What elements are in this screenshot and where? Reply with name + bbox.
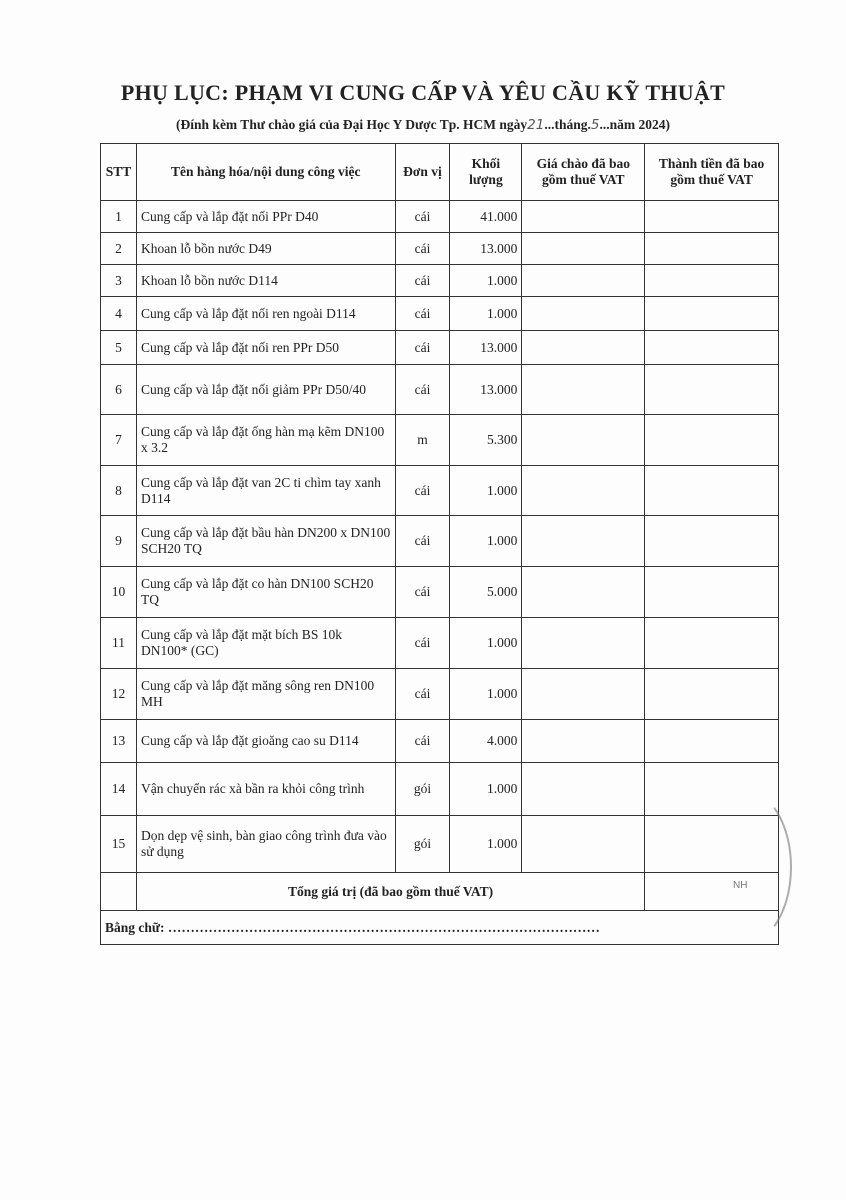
table-row [101, 415, 779, 466]
cell-name: Cung cấp và lắp đặt nối ren PPr D50 [136, 331, 395, 365]
cell-stt: 10 [101, 567, 137, 618]
cell-name: Cung cấp và lắp đặt gioăng cao su D114 [136, 720, 395, 763]
cell-stt: 6 [101, 365, 137, 415]
table-row [101, 720, 779, 763]
document-subtitle [0, 117, 846, 133]
table-row [101, 567, 779, 618]
cell-empty [522, 265, 645, 297]
cell-unit: cái [395, 365, 450, 415]
cell-empty [522, 233, 645, 265]
cell-empty [645, 720, 779, 763]
cell-empty [645, 297, 779, 331]
cell-empty [645, 466, 779, 516]
stamp-text: NH [733, 880, 748, 891]
cell-stt: 8 [101, 466, 137, 516]
cell-qty: 1.000 [450, 763, 522, 816]
cell-name: Cung cấp và lắp đặt co hàn DN100 SCH20 TQ [136, 567, 395, 618]
cell-unit: cái [395, 265, 450, 297]
cell-stt: 13 [101, 720, 137, 763]
table-row [101, 331, 779, 365]
table-row [101, 763, 779, 816]
cell-unit: cái [395, 233, 450, 265]
cell-qty: 13.000 [450, 233, 522, 265]
cell-empty [522, 365, 645, 415]
handwritten-month: 5 [590, 117, 600, 133]
cell-name: Dọn dẹp vệ sinh, bàn giao công trình đưa vào sử dụng [136, 816, 395, 873]
column-header: Tên hàng hóa/nội dung công việc [136, 144, 395, 201]
cell-stt: 9 [101, 516, 137, 567]
cell-unit: gói [395, 816, 450, 873]
table-row [101, 201, 779, 233]
cell-stt: 12 [101, 669, 137, 720]
cell-stt: 11 [101, 618, 137, 669]
cell-empty [645, 618, 779, 669]
amount-in-words: Bằng chữ: …………………………………………………………………………………… [101, 911, 779, 945]
table-row [101, 265, 779, 297]
subtitle-year: ...năm 2024) [599, 117, 670, 132]
table-row [101, 669, 779, 720]
cell-empty [522, 466, 645, 516]
cell-empty [645, 365, 779, 415]
words-row [101, 911, 779, 945]
handwritten-day: 21 [527, 117, 545, 133]
cell-empty [522, 201, 645, 233]
items-table [100, 143, 779, 945]
cell-empty [522, 567, 645, 618]
table-row [101, 466, 779, 516]
cell-name: Cung cấp và lắp đặt van 2C ti chìm tay xanh D114 [136, 466, 395, 516]
cell-qty: 4.000 [450, 720, 522, 763]
cell-qty: 1.000 [450, 816, 522, 873]
cell-empty [522, 720, 645, 763]
cell-unit: gói [395, 763, 450, 816]
cell-empty [645, 331, 779, 365]
cell-empty [645, 201, 779, 233]
cell-qty: 1.000 [450, 466, 522, 516]
cell-qty: 1.000 [450, 669, 522, 720]
table-row [101, 297, 779, 331]
table-row [101, 816, 779, 873]
stamp-seal [700, 790, 792, 944]
cell-name: Cung cấp và lắp đặt măng sông ren DN100 MH [136, 669, 395, 720]
cell-empty [522, 331, 645, 365]
document-title: PHỤ LỤC: PHẠM VI CUNG CẤP VÀ YÊU CẦU KỸ THUẬT [120, 80, 726, 105]
column-header: Giá chào đã bao gồm thuế VAT [522, 144, 645, 201]
cell-empty [522, 763, 645, 816]
cell-qty: 1.000 [450, 516, 522, 567]
cell-stt: 4 [101, 297, 137, 331]
cell-empty [645, 516, 779, 567]
cell-name: Cung cấp và lắp đặt nối PPr D40 [136, 201, 395, 233]
cell-qty: 5.300 [450, 415, 522, 466]
cell-stt: 2 [101, 233, 137, 265]
cell-qty: 5.000 [450, 567, 522, 618]
cell-stt: 1 [101, 201, 137, 233]
cell-qty: 1.000 [450, 618, 522, 669]
cell-unit: cái [395, 720, 450, 763]
table-row [101, 618, 779, 669]
cell-name: Cung cấp và lắp đặt nối giảm PPr D50/40 [136, 365, 395, 415]
cell-empty [645, 233, 779, 265]
cell-empty [522, 669, 645, 720]
cell-unit: cái [395, 669, 450, 720]
total-row [101, 873, 779, 911]
cell-unit: cái [395, 567, 450, 618]
cell-name: Cung cấp và lắp đặt ống hàn mạ kẽm DN100 x 3.2 [136, 415, 395, 466]
cell-name: Cung cấp và lắp đặt nối ren ngoài D114 [136, 297, 395, 331]
cell-qty: 13.000 [450, 365, 522, 415]
column-header: Khối lượng [450, 144, 522, 201]
column-header: Thành tiền đã bao gồm thuế VAT [645, 144, 779, 201]
cell-empty [522, 816, 645, 873]
cell-name: Vận chuyển rác xà bần ra khỏi công trình [136, 763, 395, 816]
cell-qty: 1.000 [450, 297, 522, 331]
table-row [101, 365, 779, 415]
cell-empty [522, 618, 645, 669]
column-header: STT [101, 144, 137, 201]
cell-unit: cái [395, 466, 450, 516]
table-row [101, 516, 779, 567]
cell-unit: cái [395, 201, 450, 233]
cell-unit: cái [395, 516, 450, 567]
cell-empty [645, 415, 779, 466]
subtitle-prefix: (Đính kèm Thư chào giá của Đại Học Y Dược Tp. HCM ngày [176, 117, 528, 132]
cell-empty [522, 516, 645, 567]
cell-empty [645, 669, 779, 720]
cell-empty [645, 567, 779, 618]
total-label: Tổng giá trị (đã bao gồm thuế VAT) [136, 873, 644, 911]
cell-unit: cái [395, 331, 450, 365]
cell-name: Khoan lỗ bồn nước D49 [136, 233, 395, 265]
cell-stt: 5 [101, 331, 137, 365]
cell-unit: cái [395, 618, 450, 669]
table-row [101, 233, 779, 265]
cell-stt: 7 [101, 415, 137, 466]
cell-unit: cái [395, 297, 450, 331]
column-header: Đơn vị [395, 144, 450, 201]
cell-name: Cung cấp và lắp đặt mặt bích BS 10k DN100* (GC) [136, 618, 395, 669]
cell-empty [645, 265, 779, 297]
table-header [101, 144, 779, 201]
cell-qty: 13.000 [450, 331, 522, 365]
cell-name: Cung cấp và lắp đặt bầu hàn DN200 x DN100 SCH20 TQ [136, 516, 395, 567]
cell-stt: 14 [101, 763, 137, 816]
cell-qty: 41.000 [450, 201, 522, 233]
cell-empty [101, 873, 137, 911]
subtitle-month-label: ...tháng. [544, 117, 591, 132]
cell-qty: 1.000 [450, 265, 522, 297]
cell-stt: 15 [101, 816, 137, 873]
cell-stt: 3 [101, 265, 137, 297]
cell-empty [522, 297, 645, 331]
cell-unit: m [395, 415, 450, 466]
cell-name: Khoan lỗ bồn nước D114 [136, 265, 395, 297]
cell-empty [522, 415, 645, 466]
